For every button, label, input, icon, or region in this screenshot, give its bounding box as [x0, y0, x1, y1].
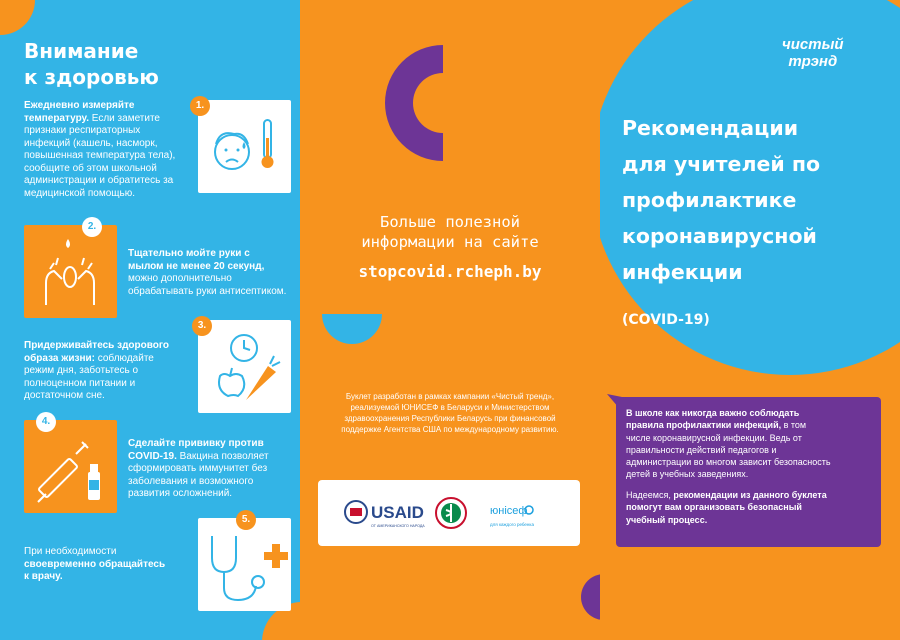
- hand-washing-icon: [24, 225, 117, 318]
- step-number: 5.: [236, 510, 256, 530]
- tip-text: полноценном питании и: [24, 377, 136, 389]
- tip-text: соблюдайте: [94, 352, 154, 364]
- tip-text: режим дня, заботьтесь о: [24, 365, 139, 376]
- tip-text: обрабатывать руки антисептиком.: [128, 285, 287, 297]
- tip-bold: Придерживайтесь здорового: [24, 340, 170, 351]
- tip-text: признаки респираторных: [24, 125, 141, 136]
- brand-line: чистый: [782, 36, 844, 53]
- tip-bold: Сделайте прививку против: [128, 438, 264, 449]
- info-line: Больше полезной: [380, 213, 520, 231]
- intro-text: администрации во многом зависит безопасность: [626, 457, 831, 468]
- tip-bold: Тщательно мойте руки с: [128, 248, 250, 259]
- booklet-title: [622, 110, 892, 290]
- step-number: 1.: [190, 96, 210, 116]
- info-line: информации на сайте: [361, 233, 539, 251]
- tip-text: достаточном сне.: [24, 390, 105, 401]
- doctor-card: [198, 514, 291, 611]
- intro-text: детей в учебных заведениях.: [626, 469, 749, 480]
- partner-logos: [318, 480, 580, 546]
- middle-panel: [300, 0, 600, 640]
- usaid-logo-text: USAID: [371, 503, 424, 522]
- title-line: профилактике: [622, 188, 797, 212]
- tip-bold: образа жизни:: [24, 352, 95, 364]
- hope-paragraph: [626, 489, 876, 526]
- tip-bold: COVID-19.: [128, 450, 177, 462]
- logos-svg: [318, 480, 580, 546]
- tip-bold: температуру.: [24, 112, 90, 124]
- unicef-subtext: для каждого ребенка: [490, 522, 534, 527]
- credits-text: [318, 391, 582, 435]
- unicef-logo-text: юнісеф: [490, 505, 528, 517]
- intro-bold: правила профилактики инфекций,: [626, 420, 782, 431]
- tip-text: развития осложнений.: [128, 488, 233, 499]
- tip-text: администрации и обратитесь за: [24, 175, 174, 186]
- stethoscope-icon: [198, 518, 291, 611]
- decor-half-circle: [322, 314, 382, 344]
- title-line: инфекции: [622, 260, 743, 284]
- tip-text: повышенная температура тела),: [24, 150, 176, 161]
- booklet-subtitle: (COVID-19): [622, 312, 710, 328]
- clock-apple-carrot-icon: [198, 320, 291, 413]
- step-number: 2.: [82, 217, 102, 237]
- tip-text: медицинской помощью.: [24, 187, 136, 199]
- intro-box: [616, 397, 881, 547]
- credits-line: Буклет разработан в рамках кампании «Чистый тренд»,: [345, 392, 555, 401]
- decor-circle: [0, 0, 35, 35]
- brand-line: трэнд: [788, 53, 838, 70]
- credits-line: поддержке Агентства США по международному развитию.: [341, 425, 559, 434]
- intro-bold: учебный процесс.: [626, 514, 708, 525]
- title-line: Рекомендации: [622, 116, 799, 140]
- title-line: для учителей по: [622, 152, 821, 176]
- credits-line: реализуемой ЮНИСЕФ в Беларуси и Министерством: [350, 403, 550, 412]
- vaccine-card: [24, 416, 117, 513]
- decor-circle: [581, 574, 600, 620]
- handwash-card: [24, 221, 117, 318]
- tip-1-text: [24, 100, 192, 200]
- tip-bold: к врачу.: [24, 571, 63, 582]
- left-panel: [0, 0, 300, 640]
- tip-text: Вакцина позволяет: [176, 450, 269, 462]
- tip-text: Если заметите: [89, 112, 160, 124]
- temperature-card: [195, 100, 291, 193]
- decor-half-ring: [385, 45, 443, 161]
- tip-text: инфекций (кашель, насморк,: [24, 137, 158, 149]
- speech-bubble-tail: [607, 394, 627, 408]
- tip-bold: Ежедневно измеряйте: [24, 100, 135, 111]
- intro-paragraph: [626, 407, 876, 481]
- intro-text: правильности действий педагогов и: [626, 444, 777, 455]
- right-panel: [600, 0, 900, 640]
- tip-5-text: [24, 546, 194, 584]
- title-line: коронавирусной: [622, 224, 817, 248]
- intro-text: числе коронавирусной инфекции. Ведь от: [626, 432, 802, 443]
- credits-line: здравоохранения Республики Беларусь при финансовой: [344, 414, 556, 423]
- tip-3-text: [24, 340, 194, 403]
- website-link[interactable]: stopcovid.rcheph.by: [358, 262, 542, 281]
- sick-face-thermometer-icon: [198, 100, 291, 193]
- tip-2-text: [128, 248, 298, 298]
- tip-text: При необходимости: [24, 546, 117, 557]
- more-info-text: [300, 212, 600, 252]
- title-line: Внимание: [24, 39, 139, 63]
- tip-text: сформировать иммунитет без: [128, 463, 268, 474]
- tip-text: можно дополнительно: [128, 273, 232, 284]
- tip-text: заболевания и возможного: [128, 475, 254, 487]
- step-number: 4.: [36, 412, 56, 432]
- tip-bold: мылом не менее 20 секунд,: [128, 260, 265, 272]
- tip-4-text: [128, 438, 296, 501]
- section-title: [24, 38, 159, 90]
- intro-text: в том: [781, 420, 807, 431]
- usaid-subtext: ОТ АМЕРИКАНСКОГО НАРОДА: [371, 524, 425, 528]
- title-line: к здоровью: [24, 65, 159, 89]
- tip-text: сообщите об этом школьной: [24, 162, 157, 174]
- tip-bold: своевременно обращайтесь: [24, 558, 166, 570]
- step-number: 3.: [192, 316, 212, 336]
- intro-text: Надеемся,: [626, 490, 674, 500]
- syringe-vial-icon: [24, 420, 117, 513]
- healthy-lifestyle-card: [198, 320, 291, 413]
- intro-bold: рекомендации из данного буклета: [673, 490, 827, 500]
- intro-bold: помогут вам организовать безопасный: [626, 502, 802, 513]
- brand-logo: [782, 36, 844, 70]
- intro-bold: В школе как никогда важно соблюдать: [626, 408, 800, 418]
